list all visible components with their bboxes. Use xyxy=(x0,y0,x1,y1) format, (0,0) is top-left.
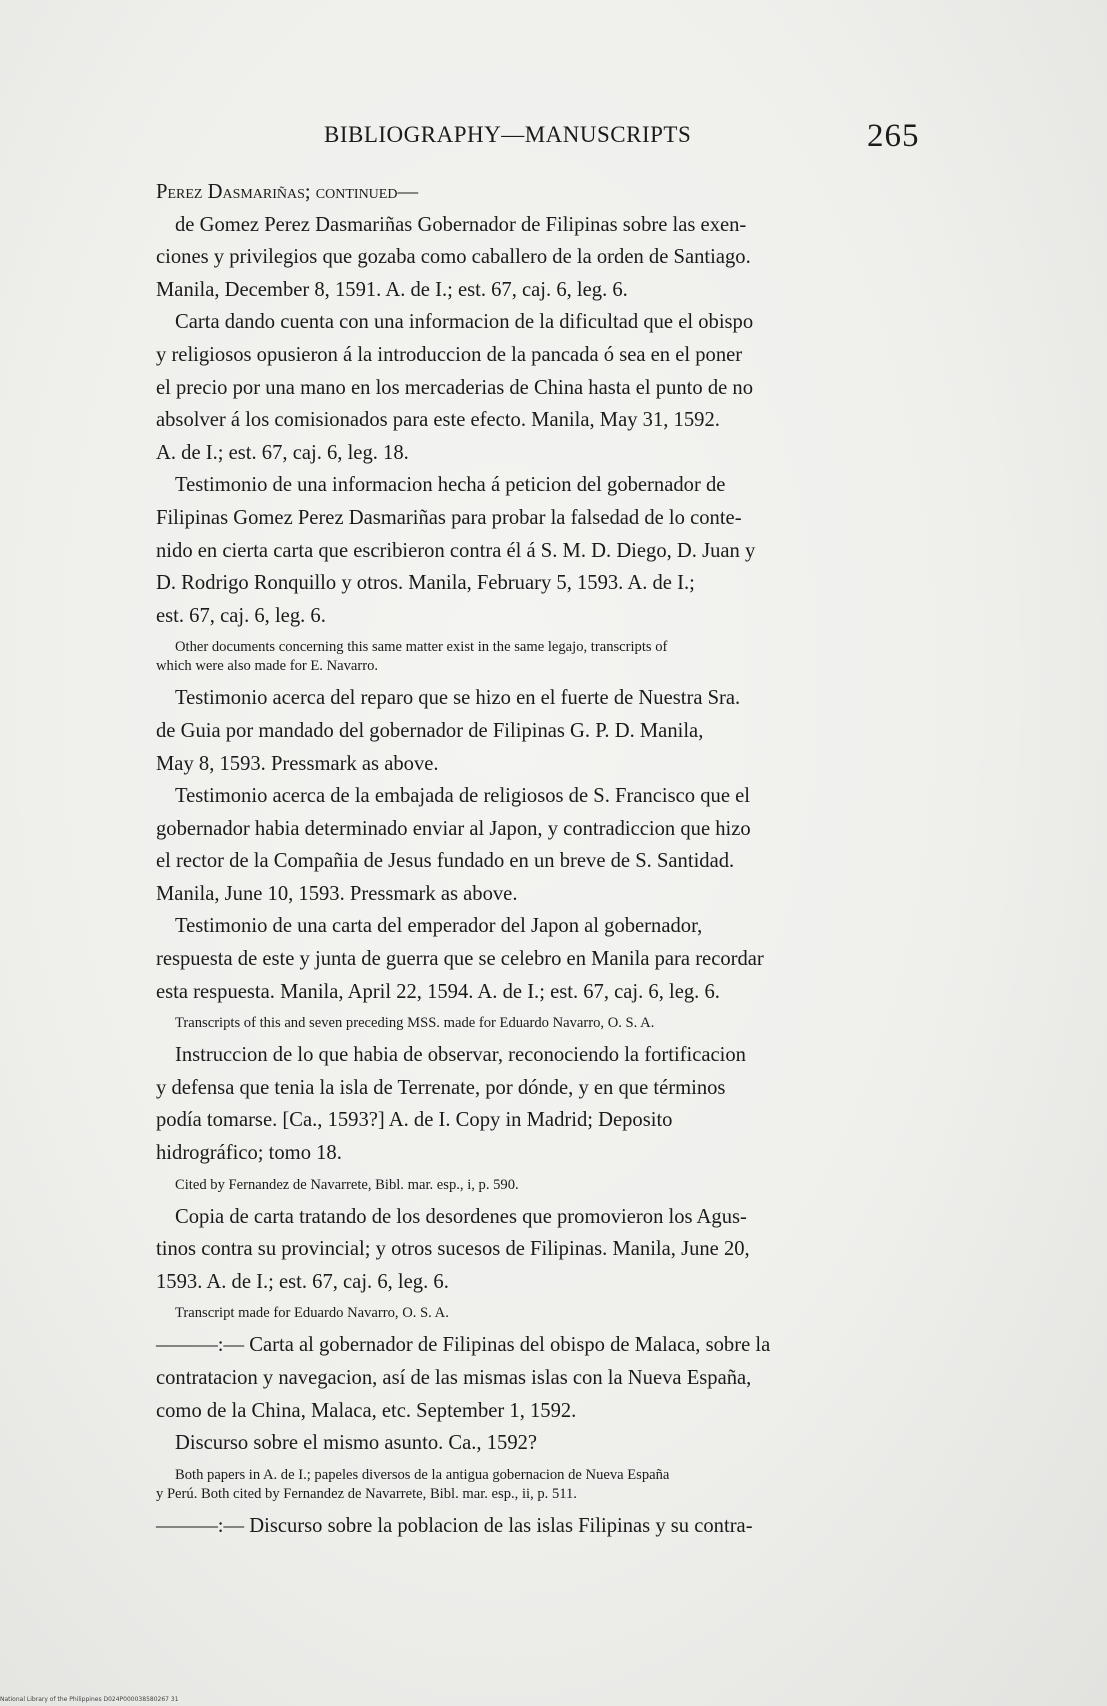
text-line: tinos contra su provincial; y otros sucesos de Filipinas. Manila, June 20, xyxy=(156,1238,750,1261)
text-line: el rector de la Compañia de Jesus fundado en un breve de S. Santidad. xyxy=(156,850,735,873)
text-line: Carta dando cuenta con una informacion de la dificultad que el obispo xyxy=(175,311,754,334)
text-line: y religiosos opusieron á la introduccion de la pancada ó sea en el poner xyxy=(156,343,743,366)
text-line: Manila, December 8, 1591. A. de I.; est. 67, caj. 6, leg. 6. xyxy=(156,278,628,301)
footer-credit: National Library of the Philippines D024P000038580267 31 xyxy=(0,1696,179,1703)
text-line: y defensa que tenia la isla de Terrenate, por dónde, y en que términos xyxy=(156,1076,726,1099)
note-line: which were also made for E. Navarro. xyxy=(156,658,379,675)
text-line: ———:— Discurso sobre la poblacion de las islas Filipinas y su contra- xyxy=(156,1514,753,1537)
text-line: de Guia por mandado del gobernador de Filipinas G. P. D. Manila, xyxy=(156,719,704,742)
text-line: Testimonio de una informacion hecha á peticion del gobernador de xyxy=(175,474,726,497)
page-header xyxy=(0,118,1107,158)
text-line: Filipinas Gomez Perez Dasmariñas para probar la falsedad de lo conte- xyxy=(156,506,742,529)
page-number: 265 xyxy=(867,118,920,154)
text-line: Testimonio acerca de la embajada de religiosos de S. Francisco que el xyxy=(175,785,750,808)
note-line: Transcript made for Eduardo Navarro, O. S. A. xyxy=(175,1305,449,1322)
text-line: hidrográfico; tomo 18. xyxy=(156,1142,342,1165)
text-line: A. de I.; est. 67, caj. 6, leg. 18. xyxy=(156,441,409,464)
note-line: Other documents concerning this same matter exist in the same legajo, transcripts of xyxy=(175,639,668,656)
text-line: May 8, 1593. Pressmark as above. xyxy=(156,752,439,775)
text-line: Manila, June 10, 1593. Pressmark as above. xyxy=(156,882,518,905)
text-line: Testimonio acerca del reparo que se hizo en el fuerte de Nuestra Sra. xyxy=(175,687,741,710)
text-line: Discurso sobre el mismo asunto. Ca., 1592? xyxy=(175,1432,538,1455)
text-line: 1593. A. de I.; est. 67, caj. 6, leg. 6. xyxy=(156,1270,449,1293)
note-line: Both papers in A. de I.; papeles diversos de la antigua gobernacion de Nueva España xyxy=(175,1466,670,1483)
text-line: nido en cierta carta que escribieron contra él á S. M. D. Diego, D. Juan y xyxy=(156,539,756,562)
text-line: est. 67, caj. 6, leg. 6. xyxy=(156,604,326,627)
note-line: y Perú. Both cited by Fernandez de Navarrete, Bibl. mar. esp., ii, p. 511. xyxy=(156,1485,577,1502)
entry-heading: Perez Dasmariñas; continued— xyxy=(156,181,419,203)
text-line: Instruccion de lo que habia de observar, reconociendo la fortificacion xyxy=(175,1044,746,1067)
running-title: BIBLIOGRAPHY—MANUSCRIPTS xyxy=(324,122,692,147)
text-line: ciones y privilegios que gozaba como caballero de la orden de Santiago. xyxy=(156,246,751,269)
text-line: contratacion y navegacion, así de las mismas islas con la Nueva España, xyxy=(156,1367,752,1389)
text-line: Testimonio de una carta del emperador del Japon al gobernador, xyxy=(175,915,703,938)
body-text xyxy=(156,176,926,1542)
text-line: podía tomarse. [Ca., 1593?] A. de I. Copy in Madrid; Deposito xyxy=(156,1109,673,1132)
text-line: el precio por una mano en los mercaderias de China hasta el punto de no xyxy=(156,376,754,399)
note-line: Cited by Fernandez de Navarrete, Bibl. mar. esp., i, p. 590. xyxy=(175,1176,519,1193)
text-line: de Gomez Perez Dasmariñas Gobernador de Filipinas sobre las exen- xyxy=(175,213,747,236)
text-line: ———:— Carta al gobernador de Filipinas del obispo de Malaca, sobre la xyxy=(156,1334,771,1357)
text-line: esta respuesta. Manila, April 22, 1594. A. de I.; est. 67, caj. 6, leg. 6. xyxy=(156,980,720,1003)
text-line: respuesta de este y junta de guerra que se celebro en Manila para recordar xyxy=(156,948,764,971)
text-line: gobernador habia determinado enviar al Japon, y contradiccion que hizo xyxy=(156,817,751,840)
text-line: Copia de carta tratando de los desordenes que promovieron los Agus- xyxy=(175,1205,747,1228)
note-line: Transcripts of this and seven preceding MSS. made for Eduardo Navarro, O. S. A. xyxy=(175,1015,655,1032)
text-line: D. Rodrigo Ronquillo y otros. Manila, February 5, 1593. A. de I.; xyxy=(156,572,695,595)
text-line: absolver á los comisionados para este efecto. Manila, May 31, 1592. xyxy=(156,409,720,432)
text-line: como de la China, Malaca, etc. September 1, 1592. xyxy=(156,1399,577,1422)
